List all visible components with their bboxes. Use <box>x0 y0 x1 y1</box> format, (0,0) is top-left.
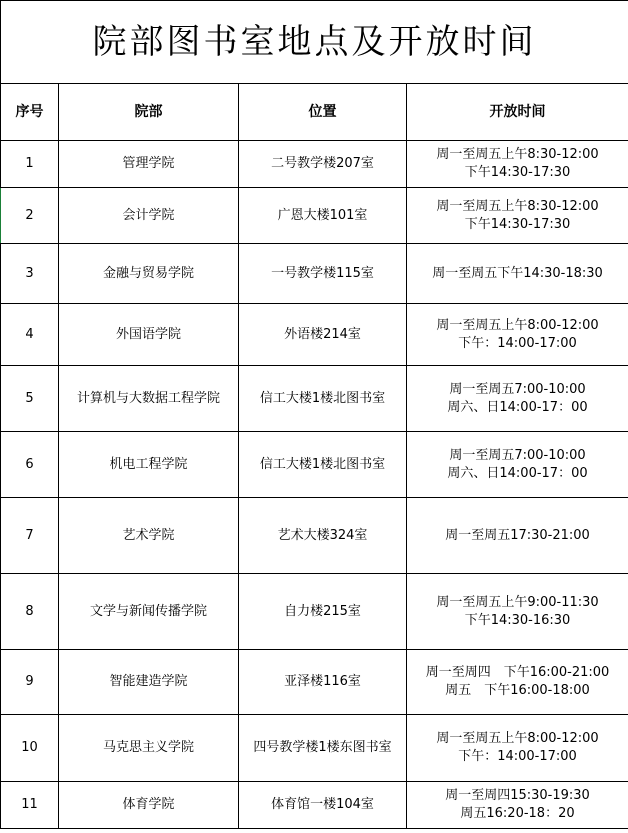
table-row <box>1 432 628 498</box>
header-no[interactable]: 序号 <box>1 84 59 141</box>
cell-location[interactable]: 外语楼214室 <box>239 304 407 366</box>
hours-line: 周一至周四15:30-19:30 <box>445 788 590 803</box>
header-hours[interactable]: 开放时间 <box>407 84 628 141</box>
hours-line: 周六、日14:00-17：00 <box>447 465 588 481</box>
cell-dept[interactable]: 外国语学院 <box>59 304 239 366</box>
cell-hours[interactable] <box>407 366 628 432</box>
hours-line: 周一至周五上午8:00-12:00 <box>436 317 599 333</box>
cell-location[interactable]: 艺术大楼324室 <box>239 498 407 574</box>
hours-line: 下午：14:00-17:00 <box>458 335 577 351</box>
cell-hours[interactable] <box>407 304 628 366</box>
hours-line: 下午14:30-16:30 <box>464 612 571 628</box>
cell-hours[interactable] <box>407 650 628 715</box>
cell-hours[interactable] <box>407 574 628 650</box>
hours-line: 周一至周五7:00-10:00 <box>449 381 586 397</box>
cell-location[interactable]: 信工大楼1楼北图书室 <box>239 366 407 432</box>
cell-no[interactable]: 1 <box>1 141 59 188</box>
sheet-title[interactable]: 院部图书室地点及开放时间 <box>1 1 628 84</box>
cell-no[interactable]: 3 <box>1 244 59 304</box>
table-row <box>1 650 628 715</box>
cell-hours[interactable] <box>407 715 628 782</box>
hours-line: 周一至周五下午14:30-18:30 <box>432 265 603 281</box>
hours-line: 下午14:30-17:30 <box>464 165 571 180</box>
cell-location[interactable]: 亚泽楼116室 <box>239 650 407 715</box>
cell-hours[interactable] <box>407 498 628 574</box>
hours-line: 周六、日14:00-17：00 <box>447 399 588 415</box>
hours-line: 周一至周五上午8:30-12:00 <box>436 198 599 214</box>
header-location[interactable]: 位置 <box>239 84 407 141</box>
table-row <box>1 366 628 432</box>
cell-no[interactable]: 5 <box>1 366 59 432</box>
cell-no[interactable]: 7 <box>1 498 59 574</box>
table-row <box>1 782 628 829</box>
cell-dept[interactable]: 智能建造学院 <box>59 650 239 715</box>
cell-hours[interactable] <box>407 188 628 244</box>
cell-no[interactable]: 2 <box>1 188 59 244</box>
cell-location[interactable]: 自力楼215室 <box>239 574 407 650</box>
table-row <box>1 498 628 574</box>
hours-line: 周一至周五7:00-10:00 <box>449 447 586 463</box>
cell-hours[interactable] <box>407 141 628 188</box>
table-row <box>1 304 628 366</box>
cell-dept[interactable]: 马克思主义学院 <box>59 715 239 782</box>
cell-hours[interactable] <box>407 432 628 498</box>
table-row <box>1 188 628 244</box>
cell-no[interactable]: 6 <box>1 432 59 498</box>
hours-line: 周一至周五上午8:00-12:00 <box>436 731 599 746</box>
cell-dept[interactable]: 机电工程学院 <box>59 432 239 498</box>
table-row <box>1 574 628 650</box>
cell-dept[interactable]: 金融与贸易学院 <box>59 244 239 304</box>
cell-dept[interactable]: 体育学院 <box>59 782 239 829</box>
cell-hours[interactable] <box>407 244 628 304</box>
cell-no[interactable]: 9 <box>1 650 59 715</box>
cell-dept[interactable]: 艺术学院 <box>59 498 239 574</box>
hours-line: 周一至周五上午9:00-11:30 <box>436 594 599 610</box>
table-row <box>1 244 628 304</box>
cell-dept[interactable]: 文学与新闻传播学院 <box>59 574 239 650</box>
cell-location[interactable]: 广恩大楼101室 <box>239 188 407 244</box>
table-row <box>1 715 628 782</box>
title-row <box>1 1 628 84</box>
header-dept[interactable]: 院部 <box>59 84 239 141</box>
cell-no[interactable]: 10 <box>1 715 59 782</box>
cell-location[interactable]: 一号教学楼115室 <box>239 244 407 304</box>
header-row <box>1 84 628 141</box>
hours-line: 下午14:30-17:30 <box>464 216 571 232</box>
cell-location[interactable]: 四号教学楼1楼东图书室 <box>239 715 407 782</box>
table-row <box>1 141 628 188</box>
hours-line: 周一至周五上午8:30-12:00 <box>436 147 599 162</box>
hours-line: 周五 下午16:00-18:00 <box>445 683 590 698</box>
cell-no[interactable]: 11 <box>1 782 59 829</box>
cell-location[interactable]: 体育馆一楼104室 <box>239 782 407 829</box>
hours-line: 下午：14:00-17:00 <box>458 749 577 764</box>
cell-dept[interactable]: 计算机与大数据工程学院 <box>59 366 239 432</box>
cell-no[interactable]: 4 <box>1 304 59 366</box>
hours-line: 周五16:20-18：20 <box>460 806 575 821</box>
cell-location[interactable]: 信工大楼1楼北图书室 <box>239 432 407 498</box>
cell-dept[interactable]: 会计学院 <box>59 188 239 244</box>
cell-no[interactable]: 8 <box>1 574 59 650</box>
hours-line: 周一至周四 下午16:00-21:00 <box>425 665 610 680</box>
cell-hours[interactable] <box>407 782 628 829</box>
hours-line: 周一至周五17:30-21:00 <box>445 527 590 543</box>
cell-location[interactable]: 二号教学楼207室 <box>239 141 407 188</box>
cell-dept[interactable]: 管理学院 <box>59 141 239 188</box>
